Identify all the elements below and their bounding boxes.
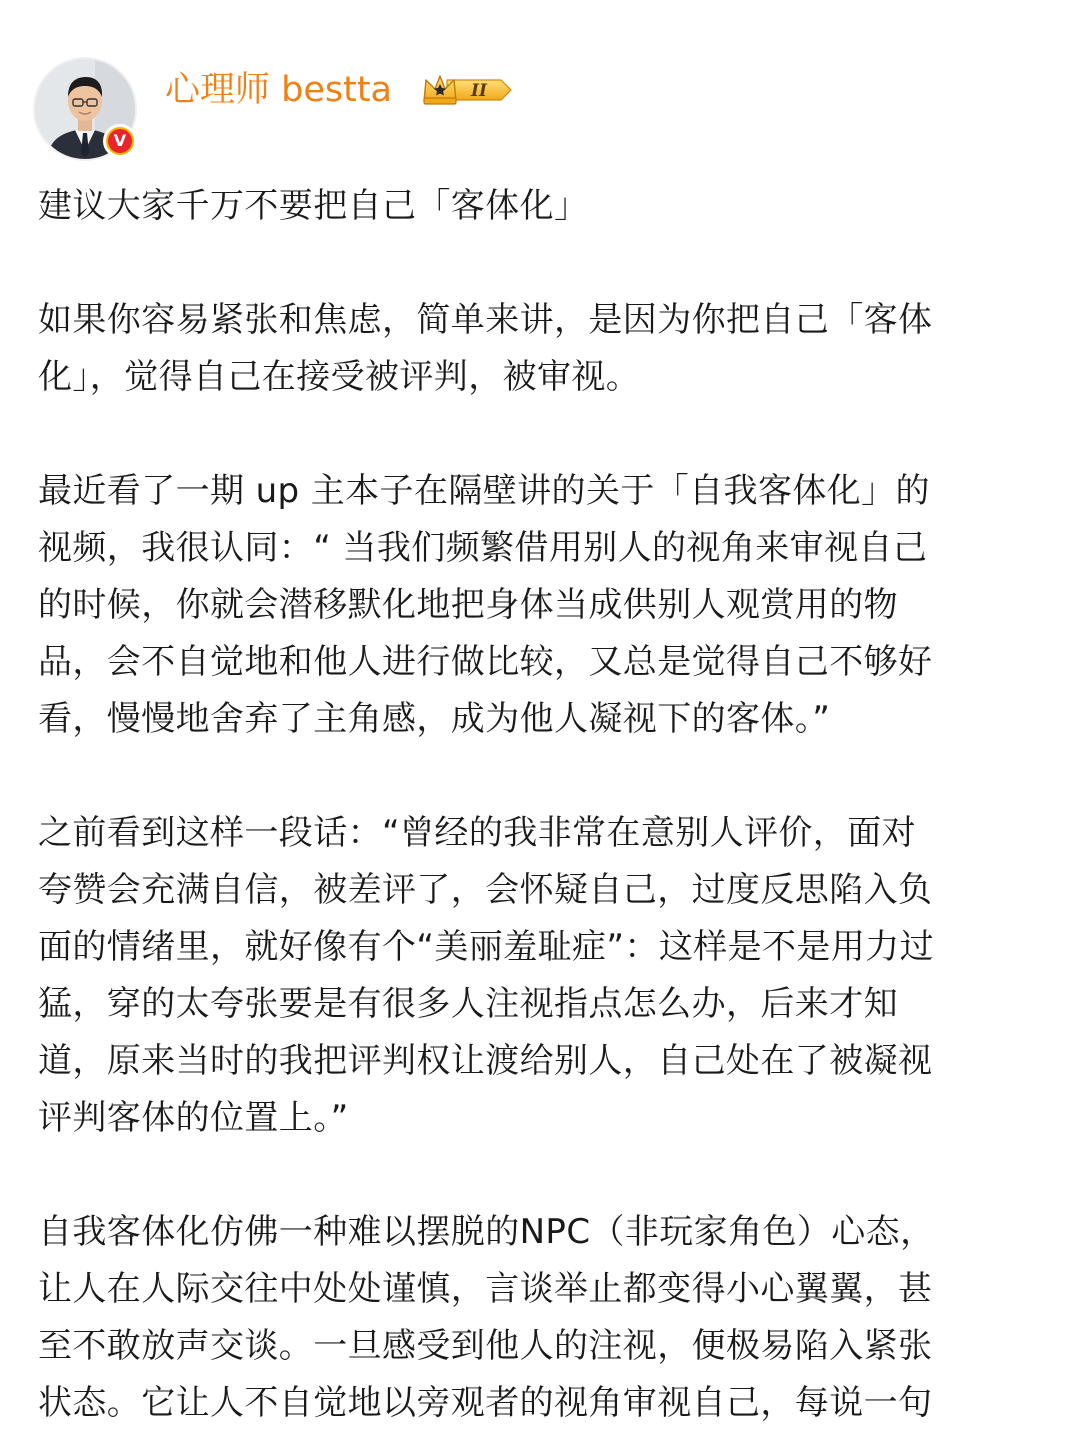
post-header bbox=[33, 57, 1043, 161]
paragraph-2 bbox=[38, 463, 1038, 748]
post-content bbox=[38, 178, 1038, 1432]
paragraph-line: 猛，穿的太夸张要是有很多人注视指点怎么办，后来才知 bbox=[38, 984, 898, 1024]
paragraph-line: 状态。它让人不自觉地以旁观者的视角审视自己，每说一句 bbox=[38, 1383, 933, 1423]
author-name[interactable]: 心理师 bestta bbox=[165, 70, 393, 110]
post-title: 建议大家千万不要把自己「客体化」 bbox=[38, 186, 589, 226]
crown-member-badge-icon bbox=[421, 72, 513, 108]
member-level: II bbox=[471, 81, 487, 101]
paragraph-line: 品，会不自觉地和他人进行做比较，又总是觉得自己不够好 bbox=[38, 642, 933, 682]
paragraph-line: 视频，我很认同：“ 当我们频繁借用别人的视角来审视自己 bbox=[38, 528, 928, 568]
verified-v-icon bbox=[103, 124, 137, 158]
paragraph-line: 如果你容易紧张和焦虑，简单来讲，是因为你把自己「客体 bbox=[38, 300, 933, 340]
paragraph-line: 评判客体的位置上。” bbox=[38, 1098, 349, 1138]
paragraph-4 bbox=[38, 1204, 1038, 1432]
paragraph-line: 之前看到这样一段话：“曾经的我非常在意别人评价，面对 bbox=[38, 813, 917, 853]
paragraph-line: 的时候，你就会潜移默化地把身体当成供别人观赏用的物 bbox=[38, 585, 898, 625]
paragraph-line: 夸赞会充满自信，被差评了，会怀疑自己，过度反思陷入负 bbox=[38, 870, 933, 910]
paragraph-line: 最近看了一期 up 主本子在隔壁讲的关于「自我客体化」的 bbox=[38, 471, 930, 511]
paragraph-3 bbox=[38, 805, 1038, 1147]
paragraph-line: 面的情绪里，就好像有个“美丽羞耻症”：这样是不是用力过 bbox=[38, 927, 935, 967]
paragraph-line: 自我客体化仿佛一种难以摆脱的NPC（非玩家角色）心态， bbox=[38, 1212, 935, 1252]
paragraph-line: 至不敢放声交谈。一旦感受到他人的注视，便极易陷入紧张 bbox=[38, 1326, 933, 1366]
verified-mark: V bbox=[108, 129, 132, 153]
paragraph-line: 化」，觉得自己在接受被评判，被审视。 bbox=[38, 357, 641, 397]
paragraph-line: 让人在人际交往中处处谨慎，言谈举止都变得小心翼翼，甚 bbox=[38, 1269, 933, 1309]
paragraph-line: 看，慢慢地舍弃了主角感，成为他人凝视下的客体。” bbox=[38, 699, 831, 739]
author-avatar[interactable] bbox=[33, 57, 137, 161]
paragraph-1 bbox=[38, 292, 1038, 406]
paragraph-line: 道，原来当时的我把评判权让渡给别人，自己处在了被凝视 bbox=[38, 1041, 933, 1081]
